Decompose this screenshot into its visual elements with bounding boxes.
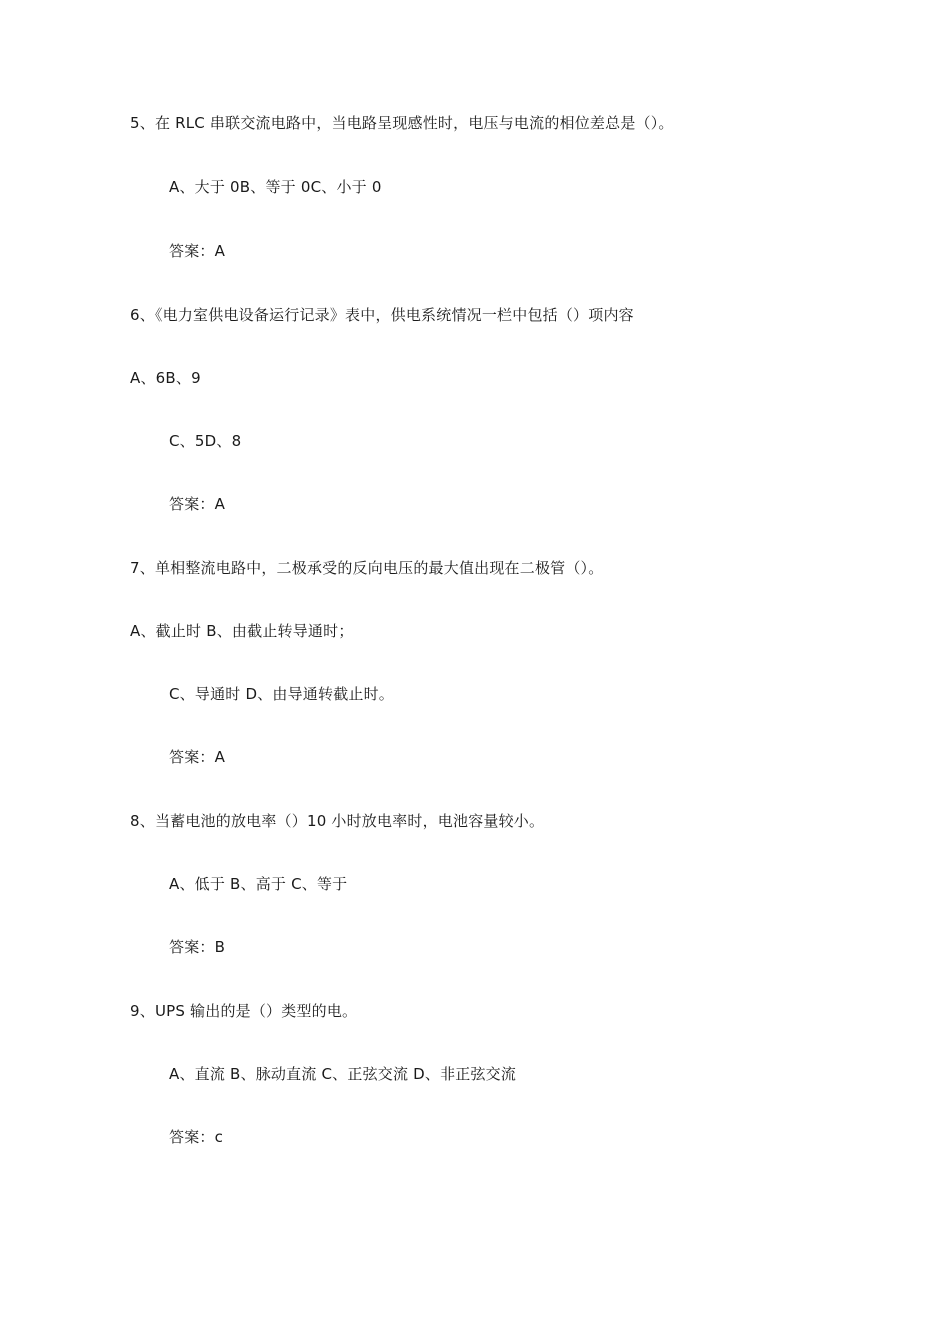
question-6-options-cd: C、5D、8 (169, 432, 242, 450)
question-8: 8、当蓄电池的放电率（）10 小时放电率时，电池容量较小。 (130, 812, 545, 830)
question-7-options-cd: C、导通时 D、由导通转截止时。 (169, 685, 394, 703)
question-6-answer: 答案：A (169, 495, 226, 513)
question-5-answer: 答案：A (169, 242, 226, 260)
question-6: 6、《电力室供电设备运行记录》表中，供电系统情况一栏中包括（）项内容 (130, 306, 634, 324)
question-9-options: A、直流 B、脉动直流 C、正弦交流 D、非正弦交流 (169, 1065, 517, 1083)
question-8-answer: 答案：B (169, 938, 226, 956)
question-5-options: A、大于 0B、等于 0C、小于 0 (169, 178, 382, 196)
question-7: 7、单相整流电路中，二极承受的反向电压的最大值出现在二极管（）。 (130, 559, 604, 577)
question-9-answer: 答案：c (169, 1128, 224, 1146)
question-7-options-ab: A、截止时 B、由截止转导通时； (130, 622, 354, 640)
question-5: 5、在 RLC 串联交流电路中，当电路呈现感性时，电压与电流的相位差总是（）。 (130, 114, 674, 132)
question-9: 9、UPS 输出的是（）类型的电。 (130, 1002, 358, 1020)
question-7-answer: 答案：A (169, 748, 226, 766)
question-8-options: A、低于 B、高于 C、等于 (169, 875, 348, 893)
question-6-options-ab: A、6B、9 (130, 369, 201, 387)
